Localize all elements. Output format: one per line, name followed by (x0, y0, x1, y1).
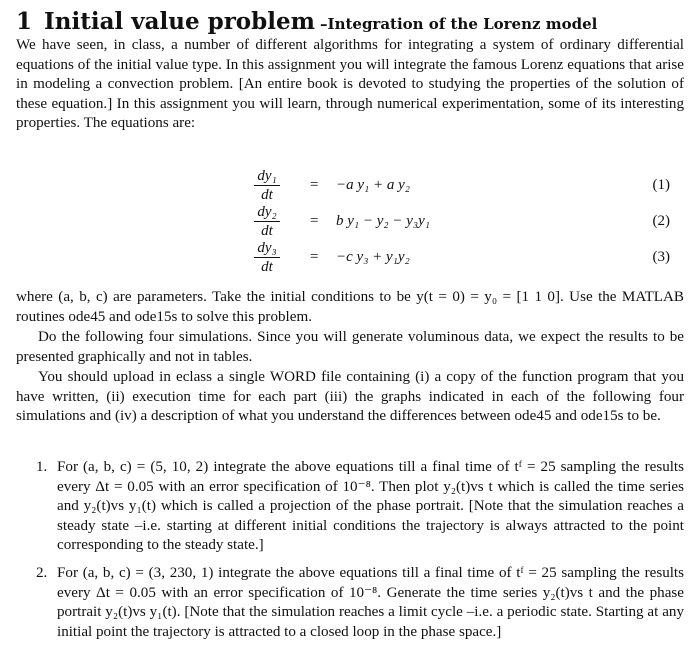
equation-3-denominator: dt (261, 259, 273, 275)
equation-1-label: (1) (652, 177, 670, 193)
equation-2 (16, 204, 684, 238)
equation-3-rhs: −c y₃ + y₁y₂ (336, 249, 410, 265)
equation-2-lhs (254, 204, 280, 239)
equation-2-denominator: dt (261, 223, 273, 239)
list-item-1-number: 1. (36, 459, 48, 475)
list-item-1-text: For (a, b, c) = (5, 10, 2) integrate the above equations till a final time of tᶠ = 25 sampling the results every Δt = 0.05 with an error specification of 10⁻⁸. Then plot y₂(t)vs t which is called the time series and y₂(t)vs y₁(t) which is called a projection of the phase portrait. [Note that the simulation reaches a steady state –i.e. starting at different initial conditions the trajectory is always attracted to the point corresponding to the steady state.] (57, 459, 684, 554)
equation-2-equals: = (310, 213, 319, 229)
list-item-2-number: 2. (36, 565, 48, 581)
equation-1-numerator: dy₁ (257, 168, 277, 184)
equation-3 (16, 240, 684, 274)
equation-2-numerator: dy₂ (257, 204, 277, 220)
equation-1 (16, 168, 684, 202)
equation-1-denominator: dt (261, 187, 273, 203)
equation-3-numerator: dy₃ (257, 240, 277, 256)
intro-paragraph: We have seen, in class, a number of different algorithms for integrating a system of ordinary differential equations of the initial value type. In this assignment you will integrate the famous Lorenz equations that arise in modeling a convection problem. [An entire book is devoted to studying the properties of the solution of these equation.] In this assignment you will learn, through numerical experimentation, some of its interesting properties. The equations are: (16, 37, 684, 132)
equation-3-label: (3) (652, 249, 670, 265)
section-subtitle: –Integration of the Lorenz model (320, 15, 598, 33)
section-heading (16, 8, 597, 35)
initial-conditions-paragraph: where (a, b, c) are parameters. Take the initial conditions to be y(t = 0) = y₀ = [1 1 0]. Use the MATLAB routines ode45 and ode15s to solve this problem. (16, 289, 684, 325)
upload-instructions-paragraph: You should upload in eclass a single WORD file containing (i) a copy of the function program that you have written, (ii) execution time for each part (iii) the graphs indicated in each of the following four simulations and (iv) a description of what you understand the differences between ode45 and ode15s to be. (16, 369, 684, 425)
section-number: 1 (16, 8, 33, 35)
equation-2-label: (2) (652, 213, 670, 229)
equation-3-equals: = (310, 249, 319, 265)
equation-3-lhs (254, 240, 280, 275)
equation-1-lhs (254, 168, 280, 203)
list-item-1 (36, 458, 684, 556)
list-item-2 (36, 564, 684, 642)
section-title: Initial value problem (44, 8, 315, 35)
equation-2-rhs: b y₁ − y₂ − y₃y₁ (336, 213, 430, 229)
equation-1-rhs: −a y₁ + a y₂ (336, 177, 410, 193)
equation-1-equals: = (310, 177, 319, 193)
list-item-2-text: For (a, b, c) = (3, 230, 1) integrate the above equations till a final time of tᶠ = 25 sampling the results every Δt = 0.05 with an error specification of 10⁻⁸. Generate the time series y₂(t)vs t and the phase portrait y₂(t)vs y₁(t). [Note that the simulation reaches a limit cycle –i.e. a periodic state. Starting at any initial point the trajectory is attracted to a closed loop in the phase space.] (57, 565, 684, 640)
simulations-paragraph: Do the following four simulations. Since you will generate voluminous data, we expect the results to be presented graphically and not in tables. (16, 329, 684, 365)
